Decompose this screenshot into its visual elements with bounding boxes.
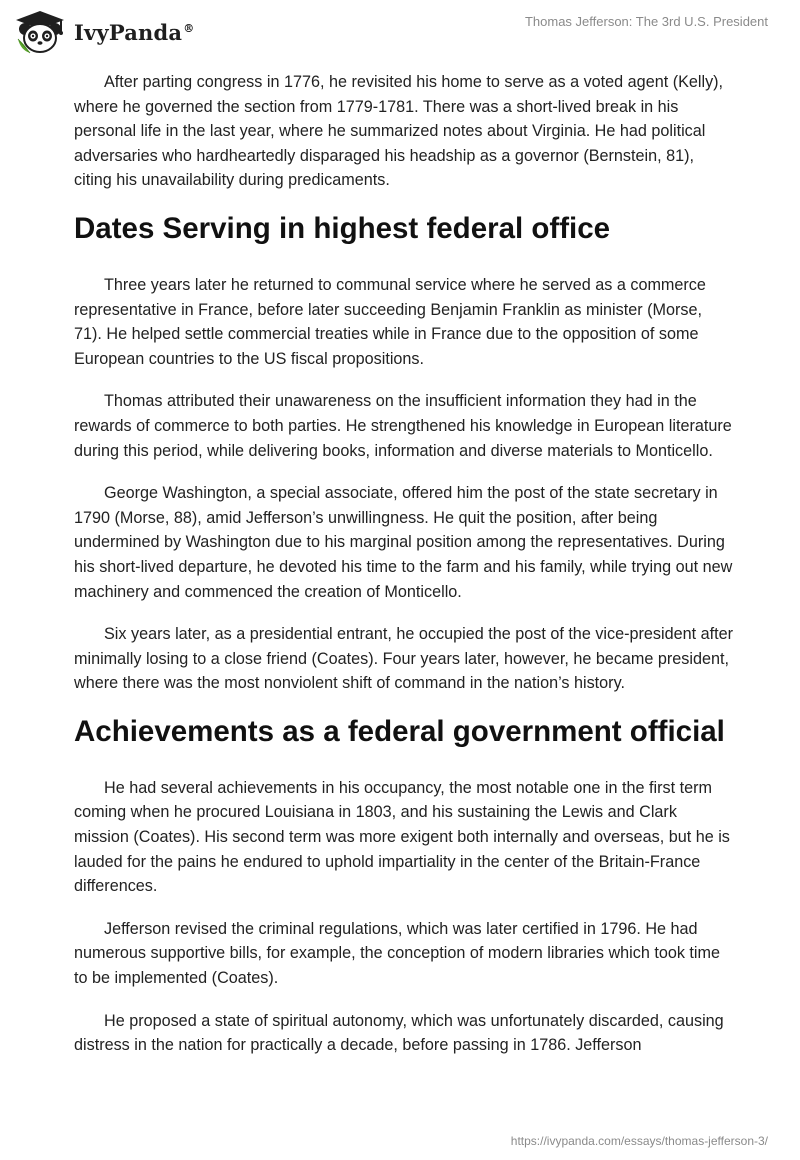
source-url-link[interactable]: https://ivypanda.com/essays/thomas-jefferson-3/ — [510, 1134, 768, 1148]
registered-mark: ® — [183, 21, 195, 35]
paragraph: Six years later, as a presidential entrant, he occupied the post of the vice-president after minimally losing to a close friend (Coates). Four years later, however, he became president, where there was the most nonviolent shift of command in the nation’s history. — [74, 625, 733, 693]
paragraph: Three years later he returned to communal service where he served as a commerce representative in France, before later succeeding Benjamin Franklin as minister (Morse, 71). He helped settle commercial treaties while in France due to the opposition of some European countries to the US fiscal propositions. — [74, 275, 706, 368]
paragraph: George Washington, a special associate, offered him the post of the state secretary in 1790 (Morse, 88), amid Jefferson’s unwillingness. He quit the position, after being undermined by Washington due to his marginal position among the representatives. During his short-lived departure, he devoted his time to the farm and his family, while trying out new machinery and commenced the creation of Monticello. — [74, 484, 733, 601]
brand-name — [74, 20, 194, 45]
panda-graduate-icon — [14, 9, 66, 55]
essay-content — [74, 70, 734, 1076]
ivypanda-logo[interactable] — [14, 9, 194, 55]
paragraph: Thomas attributed their unawareness on the insufficient information they had in the rewards of commerce to both parties. He strengthened his knowledge in European literature during this period, while delivering books, information and diverse materials to Monticello. — [74, 392, 732, 460]
section-heading-dates: Dates Serving in highest federal office — [74, 211, 611, 245]
page-header — [0, 0, 800, 70]
paragraph: He had several achievements in his occupancy, the most notable one in the first term coming when he procured Louisiana in 1803, and his sustaining the Lewis and Clark mission (Coates). His second term was more exigent both internally and overseas, but he is lauded for the pains he endured to uphold impartiality in the center of the Britain-France differences. — [74, 778, 730, 896]
paragraph: He proposed a state of spiritual autonomy, which was unfortunately discarded, causing distress in the nation for practically a decade, before passing in 1786. Jefferson — [74, 1011, 724, 1055]
paragraph: After parting congress in 1776, he revisited his home to serve as a voted agent (Kelly), where he governed the section from 1779-1781. There was a short-lived break in his personal life in the last year, where he summarized notes about Virginia. He had political adversaries who hardheartedly disparaged his headship as a governor (Bernstein, 81), citing his unavailability during predicaments. — [74, 73, 724, 190]
brand-label: IvyPanda — [74, 19, 183, 45]
document-title: Thomas Jefferson: The 3rd U.S. President — [524, 14, 768, 29]
paragraph: Jefferson revised the criminal regulations, which was later certified in 1796. He had numerous supportive bills, for example, the conception of modern libraries which took time to be implemented (Coates). — [74, 919, 721, 988]
section-heading-achievements: Achievements as a federal government official — [74, 714, 725, 748]
